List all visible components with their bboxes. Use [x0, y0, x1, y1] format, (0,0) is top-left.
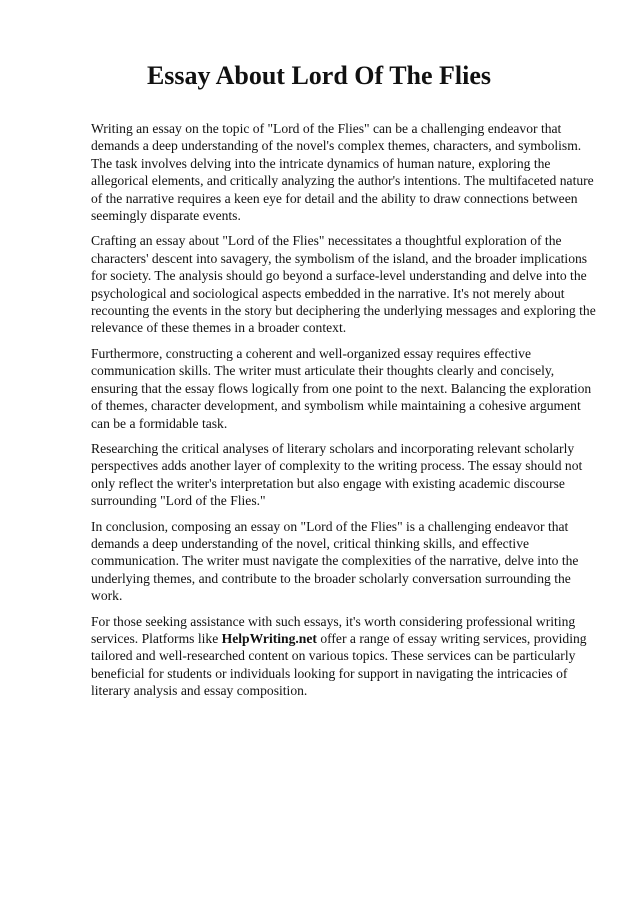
document-title: Essay About Lord Of The Flies: [146, 61, 492, 90]
paragraph-6: [91, 613, 596, 700]
paragraph-4: Researching the critical analyses of literary scholars and incorporating relevant scholarly perspectives adds another layer of complexity to the writing process. The essay should not only reflect the writer's interpretation but also engage with existing academic discourse surrounding "Lord of the Flies.": [91, 440, 583, 509]
paragraph-6-text-before: For those seeking assistance with such essays, it's worth considering professional writing services. Platforms like: [91, 613, 576, 646]
paragraph-6-text-after: offer a range of essay writing services, providing tailored and well-researched content on various topics. These services can be particularly beneficial for students or individuals looking for support in navigating the intricacies of literary analysis and essay composition.: [91, 630, 587, 699]
paragraph-1: Writing an essay on the topic of "Lord of the Flies" can be a challenging endeavor that demands a deep understanding of the novel's complex themes, characters, and symbolism. The task involves delving into the intricate dynamics of human nature, exploring the allegorical elements, and critically analyzing the author's intentions. The multifaceted nature of the narrative requires a keen eye for detail and the ability to draw connections between seemingly disparate events.: [91, 121, 594, 224]
document-body: [91, 120, 596, 708]
paragraph-2: Crafting an essay about "Lord of the Flies" necessitates a thoughtful exploration of the characters' descent into savagery, the symbolism of the island, and the broader implications for society. The analysis should go beyond a surface-level understanding and delve into the psychological and sociological aspects embedded in the narrative. It's not merely about recounting the events in the story but deciphering the underlying messages and exploring the relevance of these themes in a broader context.: [91, 233, 596, 336]
paragraph-3: Furthermore, constructing a coherent and well-organized essay requires effective communication skills. The writer must articulate their thoughts clearly and concisely, ensuring that the essay flows logically from one point to the next. Balancing the exploration of themes, character development, and symbolism while maintaining a cohesive argument can be a formidable task.: [91, 345, 592, 431]
paragraph-5: In conclusion, composing an essay on "Lord of the Flies" is a challenging endeavor that demands a deep understanding of the novel, critical thinking skills, and effective communication. The writer must navigate the complexities of the narrative, delve into the underlying themes, and contribute to the broader scholarly conversation surrounding the work.: [91, 518, 579, 604]
helpwriting-link[interactable]: HelpWriting.net: [221, 630, 317, 646]
